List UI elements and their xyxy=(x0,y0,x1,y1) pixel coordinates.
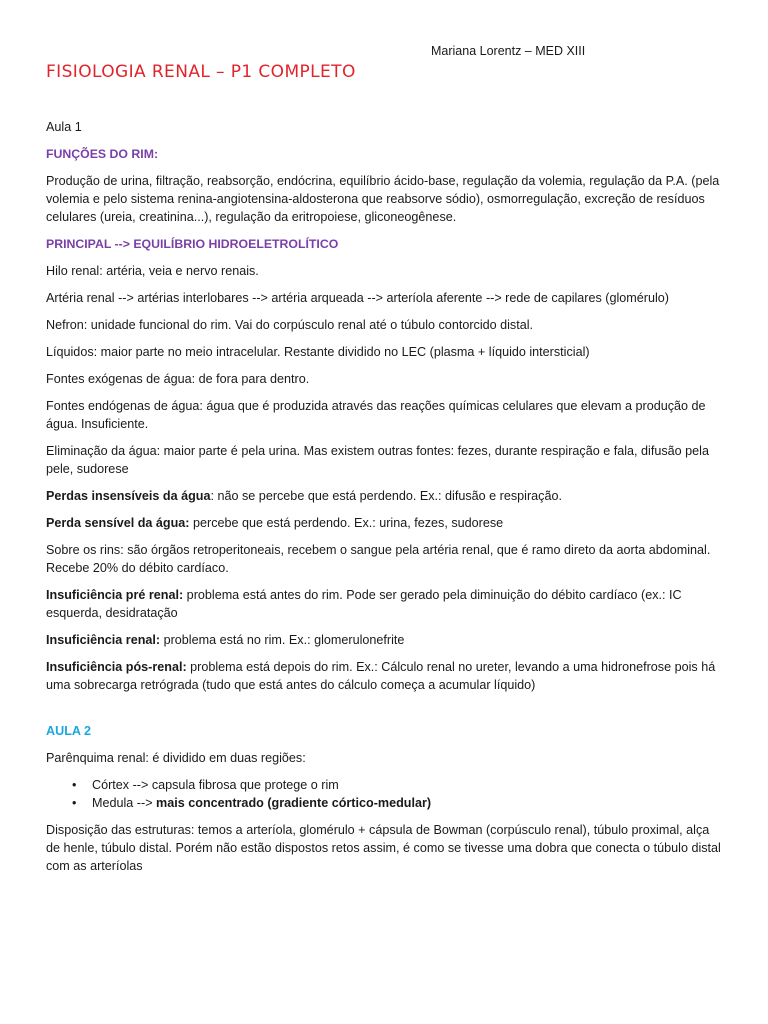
ins-pos-paragraph xyxy=(46,658,726,694)
liquidos-paragraph: Líquidos: maior parte no meio intracelular. Restante dividido no LEC (plasma + líquido intersticial) xyxy=(46,345,590,359)
funcoes-heading: FUNÇÕES DO RIM: xyxy=(46,147,159,161)
perda-sensivel-text: percebe que está perdendo. Ex.: urina, fezes, sudorese xyxy=(189,516,504,530)
ins-renal-paragraph xyxy=(46,631,726,649)
endogenas-paragraph: Fontes endógenas de água: água que é produzida através das reações químicas celulares que elevam a produção de água. Insuficiente. xyxy=(46,399,706,431)
principal-heading: PRINCIPAL --> EQUILÍBRIO HIDROELETROLÍTICO xyxy=(46,237,339,251)
nefron-paragraph: Nefron: unidade funcional do rim. Vai do corpúsculo renal até o túbulo contorcido distal. xyxy=(46,318,534,332)
ins-pre-text: problema está antes do rim. Pode ser gerado pela diminuição do débito cardíaco (ex.: IC esquerda, desidratação xyxy=(46,588,682,620)
list-item-cortex: • Córtex --> capsula fibrosa que protege o rim xyxy=(92,776,726,794)
ins-pre-label: Insuficiência pré renal: xyxy=(46,588,184,602)
medula-bold-text: mais concentrado (gradiente córtico-medular) xyxy=(156,796,432,810)
aula1-label: Aula 1 xyxy=(46,120,82,134)
medula-text: Medula --> xyxy=(92,796,157,810)
sobre-rins-paragraph: Sobre os rins: são órgãos retroperitoneais, recebem o sangue pela artéria renal, que é ramo direto da aorta abdominal. Recebe 20% do débito cardíaco. xyxy=(46,543,711,575)
perda-sensivel-paragraph xyxy=(46,514,726,532)
document-body xyxy=(46,118,726,884)
author-line: Mariana Lorentz – MED XIII xyxy=(431,44,586,58)
funcoes-paragraph: Produção de urina, filtração, reabsorção, endócrina, equilíbrio ácido-base, regulação da volemia, regulação da P.A. (pela volemia e pelo sistema renina-angiotensina-aldosterona que reabsorve sódio), osmorregulação, excreção de resíduos celulares (ureia, creatinina...), regulação da eritropoiese, gliconeogênese. xyxy=(46,174,720,224)
ins-pos-label: Insuficiência pós-renal: xyxy=(46,660,187,674)
ins-renal-label: Insuficiência renal: xyxy=(46,633,161,647)
eliminacao-paragraph: Eliminação da água: maior parte é pela urina. Mas existem outras fontes: fezes, durante respiração e fala, difusão pela pele, sudorese xyxy=(46,444,709,476)
perda-sensivel-label: Perda sensível da água: xyxy=(46,516,190,530)
ins-pre-paragraph xyxy=(46,586,726,622)
perdas-insensiveis-paragraph xyxy=(46,487,726,505)
regioes-list xyxy=(46,776,726,812)
perdas-insensiveis-text: : não se percebe que está perdendo. Ex.: difusão e respiração. xyxy=(210,489,562,503)
aula2-heading: AULA 2 xyxy=(46,724,92,738)
perdas-insensiveis-label: Perdas insensíveis da água xyxy=(46,489,211,503)
ins-pos-text: problema está depois do rim. Ex.: Cálculo renal no ureter, levando a uma hidronefrose pois há uma sobrecarga retrógrada (tudo que está antes do cálculo começa a acumular líquido) xyxy=(46,660,716,692)
arteria-paragraph: Artéria renal --> artérias interlobares --> artéria arqueada --> arteríola aferente --> rede de capilares (glomérulo) xyxy=(46,291,669,305)
disposicao-paragraph: Disposição das estruturas: temos a arteríola, glomérulo + cápsula de Bowman (corpúsculo renal), túbulo proximal, alça de henle, túbulo distal. Porém não estão dispostos retos assim, é como se tivesse uma dobra que conecta o túbulo distal com as arteríolas xyxy=(46,823,721,873)
list-item-medula xyxy=(92,794,726,812)
exogenas-paragraph: Fontes exógenas de água: de fora para dentro. xyxy=(46,372,310,386)
document-title: FISIOLOGIA RENAL – P1 COMPLETO xyxy=(46,62,356,82)
hilo-paragraph: Hilo renal: artéria, veia e nervo renais. xyxy=(46,264,259,278)
ins-renal-text: problema está no rim. Ex.: glomerulonefrite xyxy=(160,633,405,647)
parenquima-paragraph: Parênquima renal: é dividido em duas regiões: xyxy=(46,751,306,765)
